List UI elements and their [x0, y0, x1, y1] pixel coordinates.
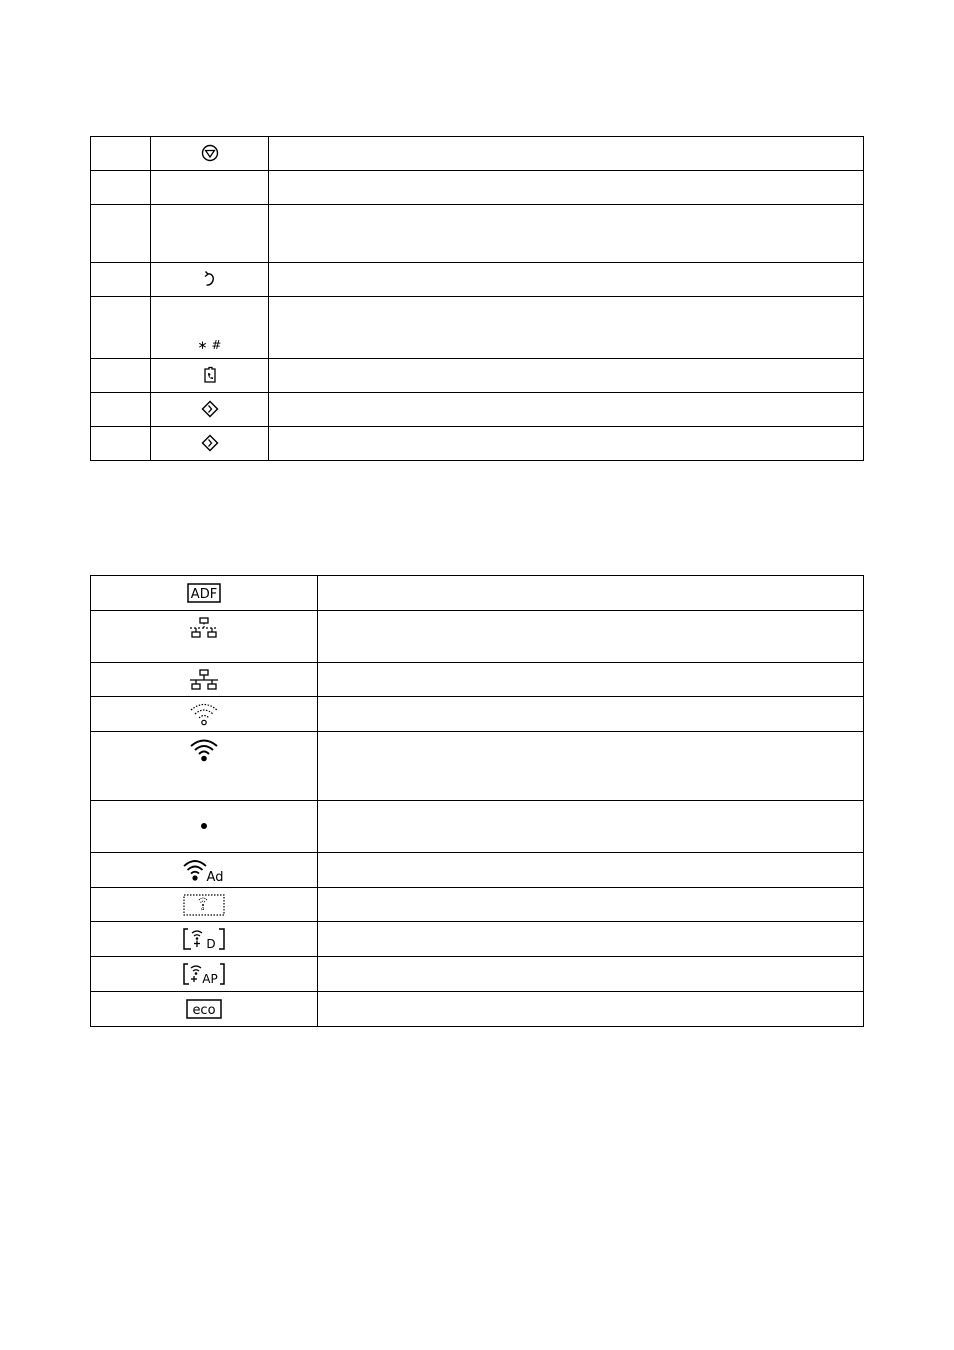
- table-row: [91, 922, 864, 957]
- row-description: [318, 611, 864, 663]
- svg-text:AP: AP: [202, 972, 218, 985]
- wired-network-disconnected-icon: [189, 617, 219, 639]
- wifi-disconnected-icon: [189, 702, 219, 726]
- row-description: [269, 205, 864, 263]
- row-description: [318, 697, 864, 732]
- table-row: [91, 663, 864, 697]
- icon-cell: [91, 888, 318, 922]
- row-description: [318, 888, 864, 922]
- row-description: [269, 297, 864, 359]
- svg-text:ADF: ADF: [190, 587, 218, 602]
- row-number: [91, 263, 151, 297]
- row-description: [318, 801, 864, 853]
- table-row: [91, 359, 864, 393]
- wifi-adhoc-icon: [183, 858, 225, 882]
- row-description: [318, 732, 864, 801]
- row-description: [269, 137, 864, 171]
- row-description: [318, 992, 864, 1027]
- row-number: [91, 205, 151, 263]
- icon-cell: [91, 663, 318, 697]
- table-row: [91, 888, 864, 922]
- row-number: [91, 359, 151, 393]
- icon-cell: [151, 359, 269, 393]
- wifi-dot-icon: [199, 821, 209, 831]
- wifi-connected-icon: [189, 738, 219, 762]
- table-row: [91, 427, 864, 461]
- icon-cell: [91, 957, 318, 992]
- table-row: [91, 171, 864, 205]
- control-panel-buttons-table: [90, 136, 864, 461]
- row-description: [269, 171, 864, 205]
- wifi-direct-icon: [183, 928, 225, 950]
- icon-cell: [91, 732, 318, 801]
- status-icons-table: [90, 575, 864, 1027]
- table-row: [91, 697, 864, 732]
- table-row: [91, 611, 864, 663]
- icon-cell: [151, 427, 269, 461]
- wifi-direct-ap-icon: [183, 963, 225, 985]
- stop-icon: [201, 144, 219, 162]
- row-description: [318, 853, 864, 888]
- icon-cell: [91, 697, 318, 732]
- start-diamond-icon: [201, 434, 219, 452]
- row-description: [318, 576, 864, 611]
- row-number: [91, 297, 151, 359]
- row-description: [269, 393, 864, 427]
- start-diamond-icon: [201, 400, 219, 418]
- keypad-symbols: ∗ #: [197, 338, 222, 352]
- row-description: [318, 663, 864, 697]
- icon-cell: [91, 853, 318, 888]
- table-row: [91, 297, 864, 359]
- table-row: [91, 576, 864, 611]
- table-row: [91, 801, 864, 853]
- row-description: [269, 359, 864, 393]
- row-description: [269, 263, 864, 297]
- row-description: [318, 957, 864, 992]
- row-number: [91, 427, 151, 461]
- svg-text:D: D: [206, 937, 216, 950]
- icon-cell: [151, 263, 269, 297]
- table-row: [91, 137, 864, 171]
- back-icon: [203, 270, 217, 288]
- row-description: [269, 427, 864, 461]
- icon-cell: [151, 297, 269, 359]
- table-row: [91, 992, 864, 1027]
- icon-cell: [91, 801, 318, 853]
- svg-text:Ad: Ad: [206, 870, 224, 882]
- icon-cell: [151, 171, 269, 205]
- table-row: [91, 263, 864, 297]
- row-number: [91, 171, 151, 205]
- row-number: [91, 393, 151, 427]
- table-row: [91, 205, 864, 263]
- table-row: [91, 732, 864, 801]
- svg-text:eco: eco: [192, 1003, 216, 1018]
- row-number: [91, 137, 151, 171]
- icon-cell: [91, 992, 318, 1027]
- icon-cell: [91, 922, 318, 957]
- table-row: [91, 957, 864, 992]
- icon-cell: [91, 576, 318, 611]
- wifi-direct-disconnected-icon: [183, 894, 225, 916]
- icon-cell: [91, 611, 318, 663]
- eco-icon: [186, 999, 222, 1019]
- icon-cell: [151, 137, 269, 171]
- icon-cell: [151, 205, 269, 263]
- icon-cell: [151, 393, 269, 427]
- fax-icon: [203, 366, 217, 384]
- table-row: [91, 853, 864, 888]
- wired-network-connected-icon: [189, 669, 219, 691]
- table-row: [91, 393, 864, 427]
- adf-icon: [187, 583, 221, 603]
- row-description: [318, 922, 864, 957]
